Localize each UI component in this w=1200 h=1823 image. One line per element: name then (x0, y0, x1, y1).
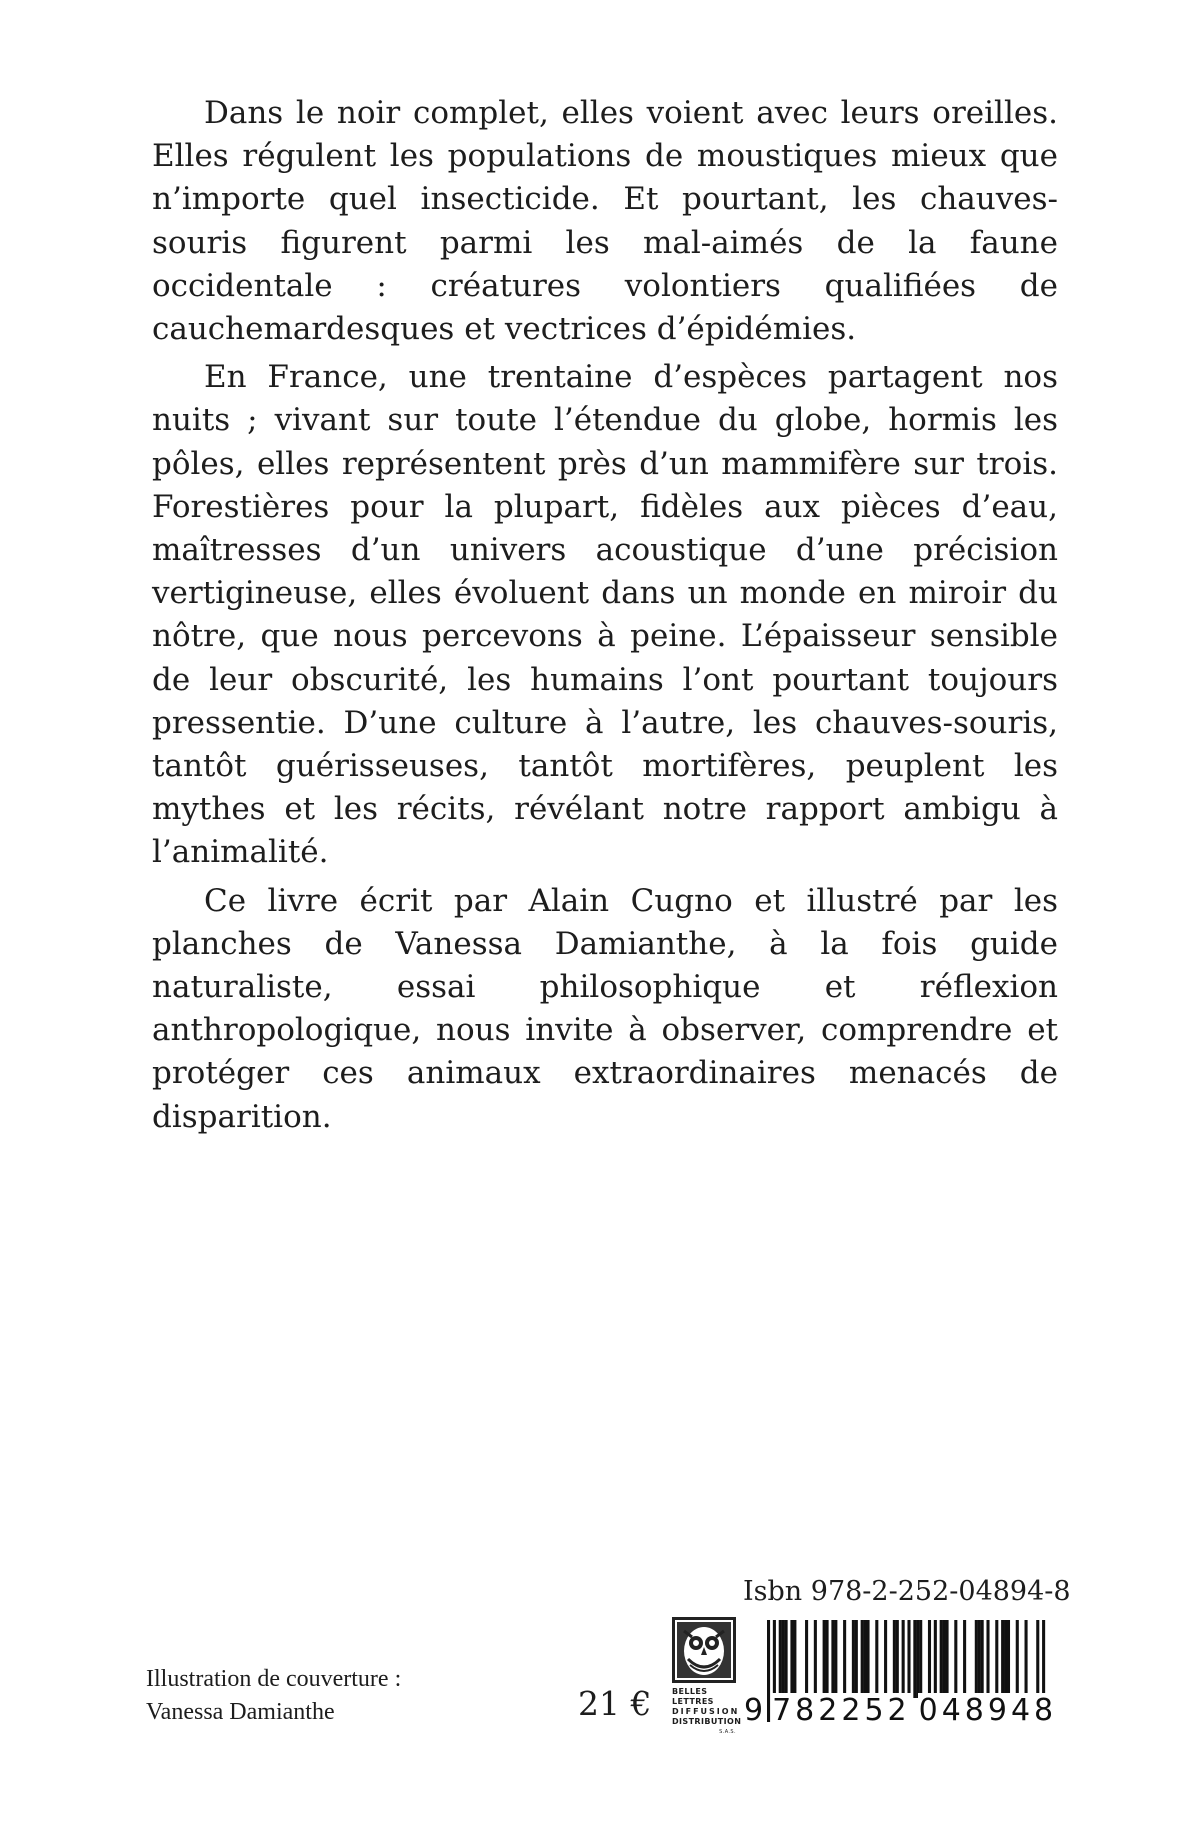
barcode-bar (785, 1620, 788, 1698)
barcode-bar (943, 1620, 946, 1698)
barcode-bar (779, 1620, 782, 1698)
barcode-bar (866, 1620, 869, 1698)
barcode-bar (875, 1620, 878, 1698)
distributor-line-1: BELLES LETTRES (672, 1687, 714, 1706)
barcode-bar (946, 1620, 949, 1698)
cover-illustration-credit (146, 1663, 401, 1729)
barcode-bar (843, 1620, 846, 1698)
barcode-bar (978, 1620, 981, 1698)
barcode-bar (893, 1620, 896, 1698)
credit-line-1: Illustration de couverture : (146, 1666, 402, 1692)
barcode-bar (855, 1620, 858, 1698)
barcode-bar (826, 1620, 829, 1698)
barcode-bar (1016, 1620, 1019, 1698)
barcode-bar (913, 1620, 916, 1698)
barcode-bar (852, 1620, 855, 1698)
barcode-bar (1025, 1620, 1028, 1698)
barcode-bar (782, 1620, 785, 1698)
barcode-digit-group-2: 048948 (918, 1693, 1058, 1728)
barcode-bar (793, 1620, 796, 1698)
blurb-text (152, 92, 1058, 1144)
barcode-bar (896, 1620, 899, 1698)
blurb-paragraph-2: En France, une trentaine d’espèces partagent nos nuits ; vivant sur toute l’étendue du globe, hormis les pôles, elles représentent près d’un mammifère sur trois. Forestières pour la plupart, fidèles aux pièces d’eau, maîtresses d’un univers acoustique d’une précision vertigineuse, elles évoluent dans un monde en miroir du nôtre, que nous percevons à peine. L’épaisseur sensible de leur obscurité, les humains l’ont pourtant toujours pressentie. D’une culture à l’autre, les chauves-souris, tantôt guérisseuses, tantôt mortifères, peuplent les mythes et les récits, révélant notre rapport ambigu à l’animalité. (152, 359, 1058, 871)
barcode-bar (916, 1620, 919, 1698)
barcode-bar (834, 1620, 837, 1698)
barcode-bar (864, 1620, 867, 1698)
barcode-bar (1004, 1620, 1007, 1698)
distributor-line-4: S.A.S. (719, 1729, 736, 1735)
barcode-bar (934, 1620, 937, 1698)
barcode-bar (928, 1620, 931, 1698)
credit-line-2: Vanessa Damianthe (146, 1699, 335, 1725)
distributor-line-3: DISTRIBUTION (672, 1717, 742, 1726)
barcode-bar (884, 1620, 887, 1698)
barcode-bar (823, 1620, 826, 1698)
barcode-bar (963, 1620, 966, 1698)
barcode-bar (986, 1620, 989, 1698)
blurb-paragraph-1: Dans le noir complet, elles voient avec leurs oreilles. Elles régulent les populations de moustiques mieux que n’importe quel insecticide. Et pourtant, les chauves-souris figurent parmi les mal-aimés de la faune occidentale : créatures volontiers qualifiées de cauchemardesques et vectrices d’épidémies. (152, 95, 1058, 348)
barcode-first-digit: 9 (744, 1693, 765, 1728)
price-label: 21 € (578, 1684, 652, 1723)
barcode-bar (790, 1620, 793, 1698)
barcode-digit-group-1: 782252 (772, 1693, 911, 1728)
distributor-line-2: DIFFUSION (672, 1707, 740, 1716)
barcode-bar (981, 1620, 984, 1698)
distributor-name (672, 1687, 744, 1737)
barcode-bar (805, 1620, 808, 1698)
barcode-bar (995, 1620, 998, 1698)
barcode-bar (1007, 1620, 1010, 1698)
isbn-label: Isbn 978-2-252-04894-8 (743, 1576, 1071, 1607)
barcode-bar (1001, 1620, 1004, 1698)
barcode-bar (954, 1620, 957, 1698)
barcode-bar (975, 1620, 978, 1698)
barcode-bar (919, 1620, 922, 1698)
barcode-bar (814, 1620, 817, 1698)
barcode-digits (743, 1693, 1058, 1728)
barcode-bar (861, 1620, 864, 1698)
blurb-paragraph-3: Ce livre écrit par Alain Cugno et illustré par les planches de Vanessa Damianthe, à la fois guide naturaliste, essai philosophique et réflexion anthropologique, nous invite à observer, comprendre et protéger ces animaux extraordinaires menacés de disparition. (152, 882, 1058, 1135)
barcode-bar (940, 1620, 943, 1698)
barcode-bar (831, 1620, 834, 1698)
